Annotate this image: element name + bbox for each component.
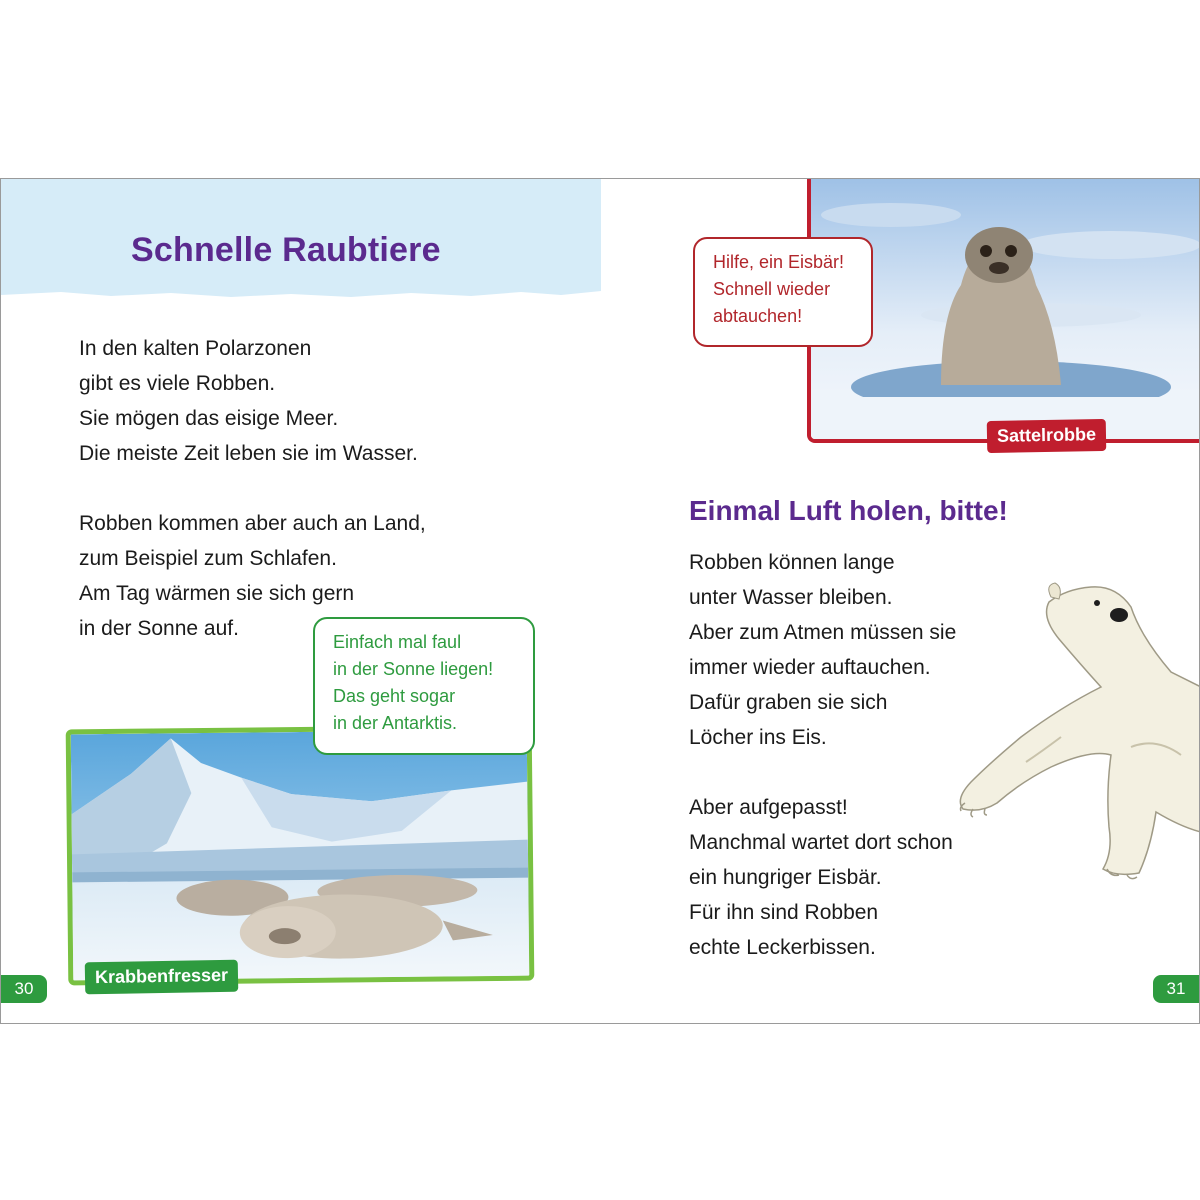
paragraph: [689, 790, 956, 965]
crabeater-seal-photo: [66, 725, 535, 986]
text-line: gibt es viele Robben.: [79, 372, 276, 395]
crabeater-caption: Krabbenfresser: [85, 960, 239, 995]
left-body-text: [79, 331, 426, 646]
text-line: zum Beispiel zum Schlafen.: [79, 547, 337, 570]
text-line: Die meiste Zeit leben sie im Wasser.: [79, 442, 418, 465]
bubble-line: Das geht sogar: [333, 686, 456, 706]
text-line: Aber aufgepasst!: [689, 796, 848, 819]
text-line: In den kalten Polarzonen: [79, 337, 312, 360]
page-number-right: 31: [1153, 975, 1199, 1003]
bubble-line: Einfach mal faul: [333, 632, 462, 652]
bubble-line: Hilfe, ein Eisbär!: [713, 252, 845, 272]
speech-bubble-red: [693, 237, 873, 347]
text-line: Robben kommen aber auch an Land,: [79, 512, 426, 535]
text-line: Sie mögen das eisige Meer.: [79, 407, 339, 430]
text-line: in der Sonne auf.: [79, 617, 239, 640]
bubble-line: Schnell wieder: [713, 279, 831, 299]
text-line: Aber zum Atmen müssen sie: [689, 621, 957, 644]
text-line: echte Leckerbissen.: [689, 936, 876, 959]
text-line: Robben können lange: [689, 551, 895, 574]
text-line: unter Wasser bleiben.: [689, 586, 893, 609]
speech-bubble-green: [313, 617, 535, 755]
polar-bear-illustration: [941, 577, 1200, 887]
text-line: Für ihn sind Robben: [689, 901, 879, 924]
right-body-text: [689, 545, 956, 965]
bubble-line: abtauchen!: [713, 306, 803, 326]
section-heading: Einmal Luft holen, bitte!: [689, 495, 1008, 526]
text-line: immer wieder auftauchen.: [689, 656, 931, 679]
text-line: Löcher ins Eis.: [689, 726, 827, 749]
text-line: ein hungriger Eisbär.: [689, 866, 882, 889]
harp-seal-caption: Sattelrobbe: [987, 419, 1107, 453]
text-line: Am Tag wärmen sie sich gern: [79, 582, 355, 605]
bubble-line: in der Sonne liegen!: [333, 659, 494, 679]
paragraph: [689, 545, 956, 755]
page-title: Schnelle Raubtiere: [131, 231, 441, 269]
page-number-left: 30: [1, 975, 47, 1003]
text-line: Dafür graben sie sich: [689, 691, 888, 714]
paragraph: [79, 331, 426, 471]
text-line: Manchmal wartet dort schon: [689, 831, 953, 854]
bubble-line: in der Antarktis.: [333, 713, 458, 733]
book-spread: [0, 178, 1200, 1024]
